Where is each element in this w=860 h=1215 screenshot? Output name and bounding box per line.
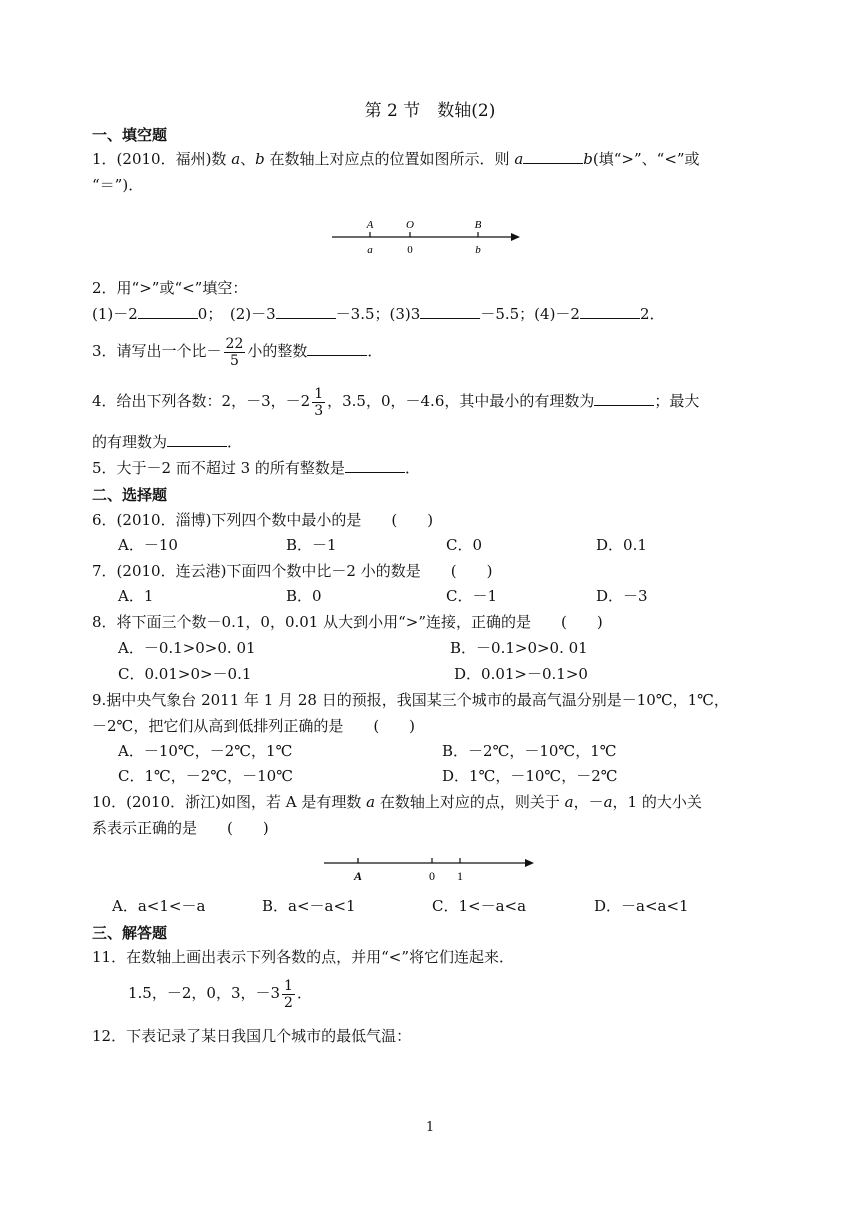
axis-value-b: b (475, 244, 481, 256)
q10-option-c: C．1<－a<a (432, 897, 527, 915)
q10-option-d: D．－a<a<1 (594, 897, 689, 915)
q9-option-c: C．1℃，－2℃，－10℃ (118, 767, 293, 785)
answer-blank (580, 304, 640, 319)
page-number: 1 (425, 1120, 435, 1135)
page-title: 第 2 节 数轴(2) (364, 101, 496, 121)
section-heading-solve: 三、解答题 (92, 924, 168, 942)
fraction: $\frac{1}{3}$ (314, 385, 324, 419)
axis-label-0: 0 (429, 869, 435, 883)
question-10: 10．(2010．浙江)如图，若 A 是有理数 a 在数轴上对应的点，则关于 a，－a，1 的大小关 (92, 793, 702, 811)
q8-option-a: A．－0.1>0>0. 01 (118, 639, 256, 657)
q6-option-a: A．－10 (118, 536, 178, 554)
axis-label-A: A (353, 869, 363, 883)
q6-option-d: D．0.1 (596, 536, 647, 554)
q7-option-b: B．0 (286, 587, 322, 605)
axis-value-0: 0 (407, 244, 413, 256)
question-9: 9.据中央气象台 2011 年 1 月 28 日的预报，我国某三个城市的最高气温分别是－10℃，1℃， (92, 691, 729, 709)
number-line-figure-2 (320, 852, 542, 888)
answer-blank (167, 432, 227, 447)
answer-blank (276, 304, 336, 319)
question-4-line-2: 的有理数为 ． (92, 433, 243, 451)
q7-option-c: C．－1 (446, 587, 498, 605)
question-4: 4．给出下列各数：2，－3，－2 $\frac{1}{3}$ ，3.5，0，－4.6，其中最小的有理数为 ；最大 (92, 385, 700, 419)
answer-blank (420, 304, 480, 319)
q6-option-c: C．0 (446, 536, 483, 554)
q7-option-d: D．－3 (596, 587, 648, 605)
q8-option-c: C．0.01>0>－0.1 (118, 665, 252, 683)
question-3: 3．请写出一个比－ $\frac{22}{5}$ 小的整数 ． (92, 335, 383, 369)
answer-blank (138, 304, 198, 319)
fraction: $\frac{1}{2}$ (284, 977, 293, 1011)
q9-option-b: B．－2℃，－10℃，1℃ (442, 742, 617, 760)
section-heading-fill-in: 一、填空题 (92, 126, 168, 144)
fraction: $\frac{22}{5}$ (225, 335, 244, 369)
question-5: 5．大于－2 而不超过 3 的所有整数是 ． (92, 459, 420, 477)
question-11-numbers: 1.5，－2，0，3，－3 $\frac{1}{2}$ ． (128, 977, 312, 1011)
axis-label-1: 1 (457, 869, 463, 883)
q9-option-d: D．1℃，－10℃，－2℃ (442, 767, 618, 785)
question-6: 6．(2010．淄博)下列四个数中最小的是 ( ) (92, 511, 434, 529)
number-line-figure-1 (328, 214, 528, 260)
axis-value-a: a (367, 244, 373, 256)
q8-option-b: B．－0.1>0>0. 01 (450, 639, 588, 657)
axis-label-B: B (474, 219, 482, 231)
question-1-line-2: “＝”)． (92, 176, 144, 194)
q7-option-a: A．1 (118, 587, 154, 605)
q9-option-a: A．－10℃，－2℃，1℃ (118, 742, 293, 760)
answer-blank (594, 391, 654, 406)
question-12: 12．下表记录了某日我国几个城市的最低气温： (92, 1027, 412, 1045)
question-10-line-2: 系表示正确的是 ( ) (92, 819, 269, 837)
answer-blank (307, 341, 367, 356)
q6-option-b: B．－1 (286, 536, 337, 554)
question-2: 2．用“>”或“<”填空： (92, 279, 248, 297)
q10-option-a: A．a<1<－a (112, 897, 206, 915)
question-9-line-2: －2℃，把它们从高到低排列正确的是 ( ) (92, 717, 416, 735)
answer-blank (345, 458, 405, 473)
question-2-parts: (1)－2 0； (2)－3 －3.5；(3)3 －5.5；(4)－2 2． (92, 305, 665, 323)
question-11: 11．在数轴上画出表示下列各数的点，并用“<”将它们连起来． (92, 948, 514, 966)
answer-blank (523, 149, 583, 164)
axis-label-O: O (406, 219, 414, 231)
question-8: 8．将下面三个数－0.1，0，0.01 从大到小用“>”连接，正确的是 ( ) (92, 613, 603, 631)
question-7: 7．(2010．连云港)下面四个数中比－2 小的数是 ( ) (92, 562, 493, 580)
axis-label-A: A (366, 219, 374, 231)
question-1: 1．(2010．福州)数 a、b 在数轴上对应点的位置如图所示．则 a b(填“>”、“<”或 (92, 150, 700, 168)
q8-option-d: D．0.01>－0.1>0 (454, 665, 588, 683)
q10-option-b: B．a<－a<1 (262, 897, 356, 915)
section-heading-choice: 二、选择题 (92, 486, 168, 504)
